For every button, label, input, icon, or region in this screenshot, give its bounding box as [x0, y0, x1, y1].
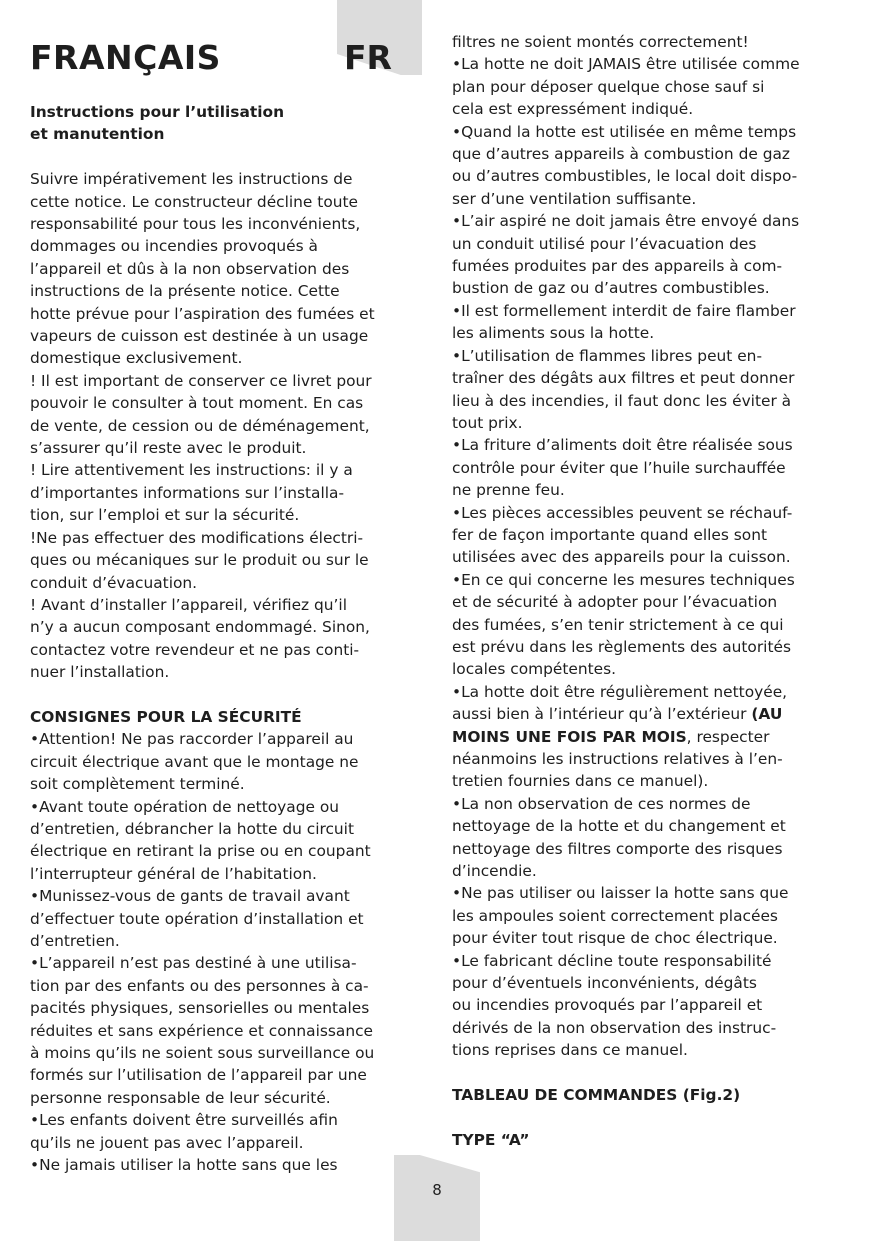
text-line: pour éviter tout risque de choc électrique. — [452, 929, 778, 948]
text-line: hotte prévue pour l’aspiration des fumées et — [30, 304, 375, 323]
text-line — [452, 703, 852, 725]
text-line: •Il est formellement interdit de faire flamber — [452, 301, 796, 320]
text-line: •La friture d’aliments doit être réalisée sous — [452, 436, 793, 455]
text-line: lieu à des incendies, il faut donc les éviter à — [452, 391, 792, 410]
text-line: d’importantes informations sur l’installa- — [30, 483, 345, 502]
text-line: •L’air aspiré ne doit jamais être envoyé dans — [452, 212, 800, 231]
text-line: vapeurs de cuisson est destinée à un usage — [30, 327, 369, 346]
text-line: d’effectuer toute opération d’installation et — [30, 909, 364, 928]
text-line-part: aussi bien à l’intérieur qu’à l’extérieur — [452, 705, 752, 724]
text-line: plan pour déposer quelque chose sauf si — [452, 77, 765, 96]
text-line: tion, sur l’emploi et sur la sécurité. — [30, 506, 300, 525]
text-line: ou d’autres combustibles, le local doit dispo- — [452, 167, 798, 186]
text-line: tions reprises dans ce manuel. — [452, 1041, 688, 1060]
right-column — [452, 31, 852, 1151]
text-line: réduites et sans expérience et connaissance — [30, 1021, 374, 1040]
text-line: formés sur l’utilisation de l’appareil par une — [30, 1066, 367, 1085]
text-line: électrique en retirant la prise ou en coupant — [30, 842, 371, 861]
text-line: •Le fabricant décline toute responsabilité — [452, 951, 772, 970]
text-line: pacités physiques, sensorielles ou mentales — [30, 999, 370, 1018]
text-line: •Attention! Ne pas raccorder l’appareil au — [30, 730, 354, 749]
text-line: à moins qu’ils ne soient sous surveillance ou — [30, 1044, 375, 1063]
text-line: l’appareil et dûs à la non observation des — [30, 259, 350, 278]
text-line: de vente, de cession ou de déménagement, — [30, 416, 370, 435]
text-line: •Les enfants doivent être surveillés afin — [30, 1111, 338, 1130]
safety-paragraph — [30, 728, 425, 1176]
emphasis-text: (AU — [751, 705, 783, 724]
text-line: •L’appareil n’est pas destiné à une utilisa- — [30, 954, 357, 973]
text-line: personne responsable de leur sécurité. — [30, 1088, 331, 1107]
text-line: instructions de la présente notice. Cette — [30, 282, 340, 301]
text-line: conduit d’évacuation. — [30, 573, 198, 592]
text-line: d’entretien, débrancher la hotte du circuit — [30, 819, 354, 838]
text-line-part: , respecter — [686, 727, 770, 746]
text-line: ques ou mécaniques sur le produit ou sur le — [30, 551, 369, 570]
text-line: d’incendie. — [452, 862, 537, 881]
left-column — [30, 101, 425, 1176]
text-line: ! Lire attentivement les instructions: il y a — [30, 461, 353, 480]
text-line: nuer l’installation. — [30, 663, 170, 682]
text-line: tout prix. — [452, 413, 523, 432]
text-line: cela est expressément indiqué. — [452, 100, 694, 119]
text-line — [452, 726, 852, 748]
page-number: 8 — [432, 1181, 442, 1199]
intro-paragraph — [30, 168, 425, 683]
text-line: •Avant toute opération de nettoyage ou — [30, 797, 339, 816]
text-line: domestique exclusivement. — [30, 349, 243, 368]
text-line: !Ne pas effectuer des modifications électri- — [30, 528, 364, 547]
section-heading-line: et manutention — [30, 125, 165, 144]
text-line: ne prenne feu. — [452, 481, 565, 500]
text-line: ou incendies provoqués par l’appareil et — [452, 996, 763, 1015]
text-line: et de sécurité à adopter pour l’évacuation — [452, 593, 778, 612]
text-line: •Ne jamais utiliser la hotte sans que les — [30, 1156, 338, 1175]
safety-continued-paragraph — [452, 31, 852, 703]
type-heading: TYPE “A” — [452, 1130, 530, 1149]
text-line: •Munissez-vous de gants de travail avant — [30, 887, 350, 906]
emphasis-text: MOINS UNE FOIS PAR MOIS — [452, 727, 687, 746]
text-line: pour d’éventuels inconvénients, dégâts — [452, 974, 757, 993]
text-line: bustion de gaz ou d’autres combustibles. — [452, 279, 770, 298]
text-line: dommages ou incendies provoqués à — [30, 237, 318, 256]
maintenance-paragraph — [452, 748, 852, 1062]
text-line: Suivre impérativement les instructions de — [30, 170, 353, 189]
text-line: circuit électrique avant que le montage ne — [30, 752, 359, 771]
text-line: n’y a aucun composant endommagé. Sinon, — [30, 618, 370, 637]
text-line: locales compétentes. — [452, 660, 617, 679]
text-line: fer de façon importante quand elles sont — [452, 525, 768, 544]
text-line: tretien fournies dans ce manuel). — [452, 772, 709, 791]
text-line: nettoyage de la hotte et du changement et — [452, 817, 786, 836]
text-line: est prévu dans les règlements des autorités — [452, 637, 791, 656]
text-line: •Les pièces accessibles peuvent se réchauf- — [452, 503, 793, 522]
language-title: FRANÇAIS — [30, 38, 221, 77]
text-line: •Quand la hotte est utilisée en même temps — [452, 122, 797, 141]
text-line: les aliments sous la hotte. — [452, 324, 655, 343]
text-line: qu’ils ne jouent pas avec l’appareil. — [30, 1133, 304, 1152]
text-line: ser d’une ventilation suffisante. — [452, 189, 697, 208]
text-line: des fumées, s’en tenir strictement à ce qui — [452, 615, 784, 634]
text-line: l’interrupteur général de l’habitation. — [30, 864, 317, 883]
text-line: s’assurer qu’il reste avec le produit. — [30, 439, 307, 458]
text-line: •En ce qui concerne les mesures techniques — [452, 570, 795, 589]
text-line: •La hotte doit être régulièrement nettoyée, — [452, 682, 788, 701]
text-line: que d’autres appareils à combustion de gaz — [452, 145, 790, 164]
text-line: utilisées avec des appareils pour la cuisson. — [452, 548, 791, 567]
text-line: ! Il est important de conserver ce livret pour — [30, 371, 372, 390]
text-line: les ampoules soient correctement placées — [452, 906, 778, 925]
text-line: un conduit utilisé pour l’évacuation des — [452, 234, 757, 253]
text-line: nettoyage des filtres comporte des risques — [452, 839, 783, 858]
section-heading-line: Instructions pour l’utilisation — [30, 103, 285, 121]
text-line: contactez votre revendeur et ne pas conti- — [30, 640, 360, 659]
text-line: responsabilité pour tous les inconvénients, — [30, 215, 361, 234]
text-line: filtres ne soient montés correctement! — [452, 33, 749, 51]
text-line: néanmoins les instructions relatives à l’en- — [452, 750, 783, 768]
language-code: FR — [344, 38, 392, 77]
text-line: traîner des dégâts aux filtres et peut donner — [452, 369, 795, 388]
text-line: contrôle pour éviter que l’huile surchauffée — [452, 458, 786, 477]
text-line: fumées produites par des appareils à com- — [452, 257, 783, 276]
text-line: •L’utilisation de flammes libres peut en- — [452, 346, 762, 365]
text-line: pouvoir le consulter à tout moment. En cas — [30, 394, 364, 413]
text-line: •La non observation de ces normes de — [452, 794, 751, 813]
text-line: •Ne pas utiliser ou laisser la hotte sans que — [452, 884, 789, 903]
text-line: ! Avant d’installer l’appareil, vérifiez qu’il — [30, 595, 347, 614]
text-line: dérivés de la non observation des instruc- — [452, 1018, 777, 1037]
text-line: tion par des enfants ou des personnes à ca- — [30, 976, 369, 995]
controls-heading: TABLEAU DE COMMANDES (Fig.2) — [452, 1086, 741, 1105]
text-line: •La hotte ne doit JAMAIS être utilisée comme — [452, 55, 800, 74]
text-line: d’entretien. — [30, 932, 120, 950]
text-line: soit complètement terminé. — [30, 775, 245, 794]
text-line: cette notice. Le constructeur décline toute — [30, 192, 359, 211]
safety-heading: CONSIGNES POUR LA SÉCURITÉ — [30, 707, 302, 726]
